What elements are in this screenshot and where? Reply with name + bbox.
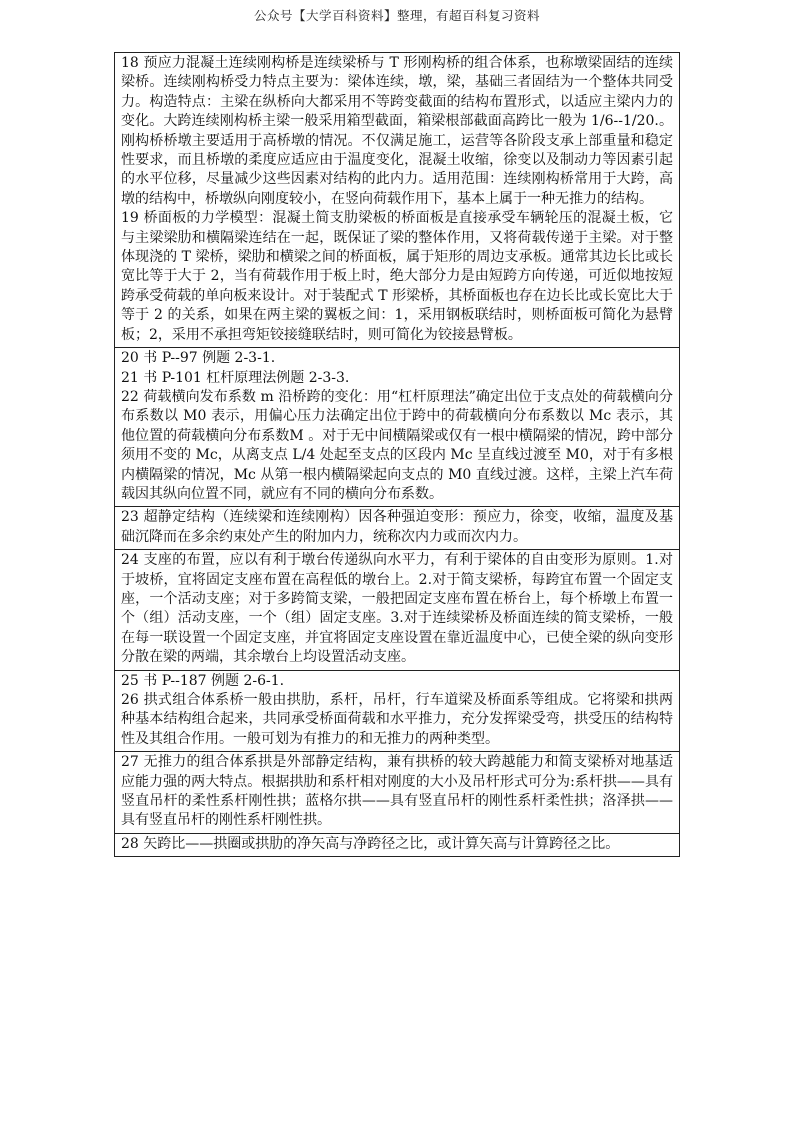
paragraph-22: 22 荷载横向发布系数 m 沿桥跨的变化：用“杠杆原理法”确定出位于支点处的荷载横向分布系数以 M0 表示，用偏心压力法确定出位于跨中的荷载横向分布系数以 Mc 表示，其他位置的荷载横向分布系数M 。对于无中间横隔梁或仅有一根中横隔梁的情况，跨中部分须用不变的 Mc，从离支点 L/4 处起至支点的区段内 Mc 呈直线过渡至 M0，对于有多根内横隔梁的情况，Mc 从第一根内横隔梁起向支点的 M0 直线过渡。这样，主梁上汽车荷载因其纵向位置不同，就应有不同的横向分布系数。 (121, 388, 673, 502)
paragraph-23: 23 超静定结构（连续梁和连续刚构）因各种强迫变形：预应力，徐变，收缩，温度及基础沉降而在多余约束处产生的附加内力，统称次内力或而次内力。 (121, 509, 673, 545)
page-header: 公众号【大学百科资料】整理，有超百科复习资料 (253, 8, 540, 23)
content-table (114, 52, 680, 857)
paragraph-27: 27 无推力的组合体系拱是外部静定结构，兼有拱桥的较大跨越能力和简支梁桥对地基适应能力强的两大特点。根据拱肋和系杆相对刚度的大小及吊杆形式可分为:系杆拱——具有竖直吊杆的柔性系杆刚性拱；蓝格尔拱——具有竖直吊杆的刚性系杆柔性拱；洛泽拱——具有竖直吊杆的刚性系杆刚性拱。 (121, 754, 673, 829)
table-cell (115, 507, 679, 550)
paragraph-25: 25 书 P--187 例题 2-6-1. (121, 672, 285, 689)
table-cell (115, 348, 679, 507)
paragraph-28: 28 矢跨比——拱圈或拱肋的净矢高与净跨径之比，或计算矢高与计算跨径之比。 (121, 835, 620, 852)
paragraph-19: 19 桥面板的力学模型：混凝土简支肋梁板的桥面板是直接承受车辆轮压的混凝土板，它与主梁梁肋和横隔梁连结在一起，既保证了梁的整体作用，又将荷载传递于主梁。对于整体现浇的 T 梁桥，梁肋和横梁之间的桥面板，属于矩形的周边支承板。通常其边长比或长宽比等于大于 2，当有荷载作用于板上时，绝大部分力是由短跨方向传递，可近似地按短跨承受荷载的单向板来设计。对于装配式 T 形梁桥，其桥面板也存在边长比或长宽比大于等于 2 的关系，如果在两主梁的翼板之间：1，采用钢板联结时，则桥面板可简化为悬臂板；2，采用不承担弯矩铰接缝联结时，则可简化为铰接悬臂板。 (121, 210, 673, 343)
paragraph-24: 24 支座的布置，应以有利于墩台传递纵向水平力，有利于梁体的自由变形为原则。1.对于坡桥，宜将固定支座布置在高程低的墩台上。2.对于简支梁桥，每跨宜布置一个固定支座，一个活动支座；对于多跨简支梁，一般把固定支座布置在桥台上，每个桥墩上布置一个（组）活动支座，一个（组）固定支座。3.对于连续梁桥及桥面连续的简支梁桥，一般在每一联设置一个固定支座，并宜将固定支座设置在靠近温度中心，已使全梁的纵向变形分散在梁的两端，其余墩台上均设置活动支座。 (121, 552, 673, 666)
paragraph-21: 21 书 P-101 杠杆原理法例题 2-3-3. (121, 369, 350, 386)
table-cell (115, 671, 679, 753)
paragraph-26: 26 拱式组合体系桥一般由拱肋，系杆，吊杆，行车道梁及桥面系等组成。它将梁和拱两种基本结构组合起来，共同承受桥面荷载和水平推力，充分发挥梁受弯，拱受压的结构特性及其组合作用。一般可划为有推力的和无推力的两种类型。 (121, 692, 673, 747)
table-cell (115, 550, 679, 670)
paragraph-20: 20 书 P--97 例题 2-3-1. (121, 350, 276, 367)
table-cell (115, 752, 679, 834)
paragraph-18: 18 预应力混凝土连续刚构桥是连续梁桥与 T 形刚构桥的组合体系，也称墩梁固结的连续梁桥。连续刚构桥受力特点主要为：梁体连续，墩，梁，基础三者固结为一个整体共同受力。构造特点：主梁在纵桥向大都采用不等跨变截面的结构布置形式，以适应主梁内力的变化。大跨连续刚构桥主梁一般采用箱型截面，箱梁根部截面高跨比一般为 1/6--1/20.。刚构桥桥墩主要适用于高桥墩的情况。不仅满足施工，运营等各阶段支承上部重量和稳定性要求，而且桥墩的柔度应适应由于温度变化，混凝土收缩，徐变以及制动力等因素引起的水平位移，尽量减少这些因素对结构的此内力。适用范围：连续刚构桥常用于大跨，高墩的结构中，桥墩纵向刚度较小，在竖向荷载作用下，基本上属于一种无推力的结构。 (121, 55, 673, 207)
table-cell (115, 53, 679, 348)
table-cell (115, 834, 679, 856)
